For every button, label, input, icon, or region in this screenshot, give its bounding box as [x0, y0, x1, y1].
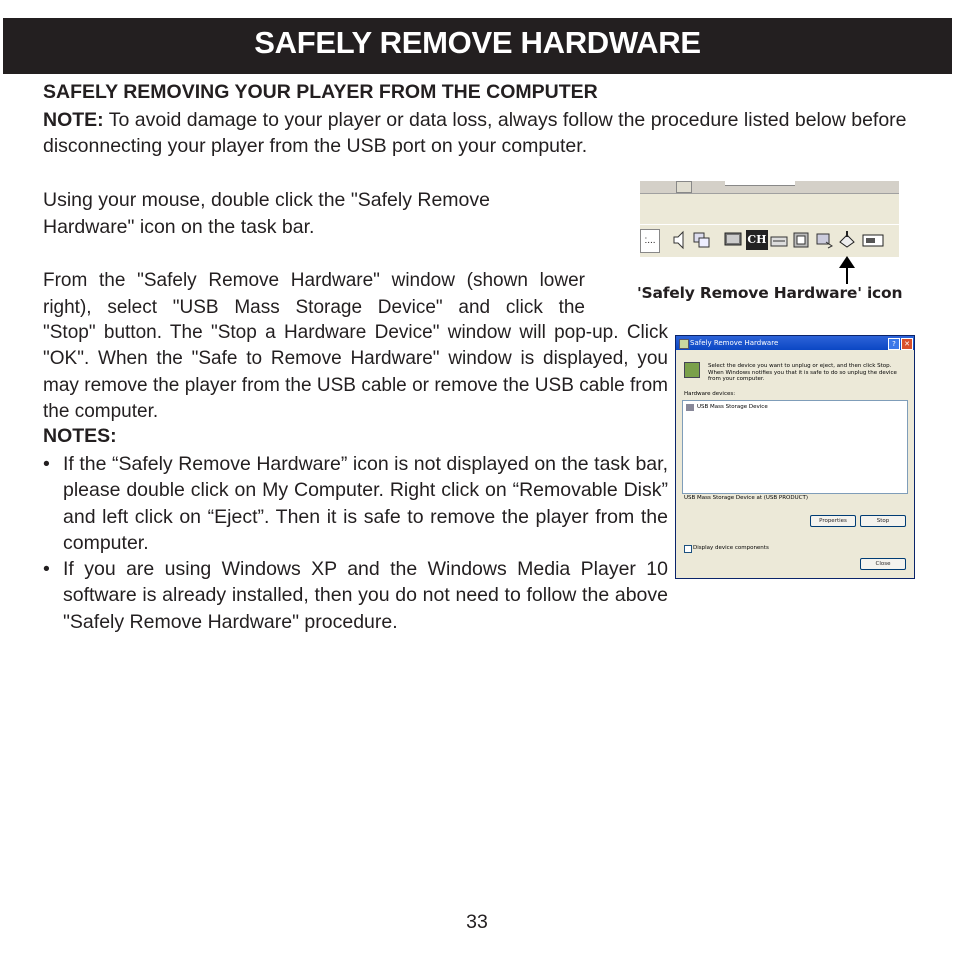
bullet-icon: •	[43, 558, 50, 580]
notes-bullet-1-text: If the “Safely Remove Hardware” icon is not displayed on the task bar, please double click on My Computer. Right click on “Removable Disk” and left click on “Eject”. Then it is safe to remove the player from the computer.	[63, 453, 668, 554]
hardware-icon	[684, 362, 700, 378]
notes-bullet-2	[43, 556, 668, 635]
taskbar-screenshot	[640, 181, 899, 257]
bullet-icon: •	[43, 453, 50, 475]
language-indicator: CH	[746, 230, 768, 250]
dialog-title-icon	[679, 339, 689, 349]
tray-network-icon	[816, 230, 834, 250]
step-1-paragraph: Using your mouse, double click the "Safely Remove Hardware" icon on the task bar.	[43, 189, 490, 238]
system-tray	[640, 224, 899, 255]
display-components-label: Display device components	[693, 545, 769, 551]
dialog-titlebar	[676, 336, 914, 350]
safely-remove-hardware-icon[interactable]	[838, 230, 856, 250]
step-2-paragraph-end: "Stop" button. The "Stop a Hardware Device" window will pop-up. Click "OK". When the "Safe to Remove Hardware" window is displayed, you may remove the player from the USB cable or remove the USB cable from the computer.	[43, 322, 668, 422]
dialog-title: Safely Remove Hardware	[690, 339, 779, 347]
note-paragraph	[43, 107, 913, 159]
display-components-checkbox[interactable]	[684, 545, 692, 553]
note-label: NOTE:	[43, 109, 104, 131]
close-icon[interactable]: ✕	[901, 338, 913, 350]
help-button[interactable]: ?	[888, 338, 900, 350]
arrow-shaft	[846, 258, 848, 284]
step-2-paragraph-start: From the "Safely Remove Hardware" window (shown lower right), select "USB Mass Storage Device" and click the	[43, 270, 585, 318]
network-icon	[692, 230, 710, 250]
taskbar-window-button: :...	[640, 229, 660, 253]
list-item-usb-mass-storage[interactable]: USB Mass Storage Device	[697, 404, 768, 410]
volume-icon	[672, 230, 690, 250]
taskbar-caption: 'Safely Remove Hardware' icon	[637, 284, 903, 302]
notes-bullet-2-text: If you are using Windows XP and the Windows Media Player 10 software is already installed, then you do not need to follow the above "Safely Remove Hardware" procedure.	[63, 558, 668, 633]
notes-bullet-1	[43, 451, 668, 556]
page-title: SAFELY REMOVE HARDWARE	[254, 25, 701, 60]
notes-heading: NOTES:	[43, 425, 117, 447]
section-subheading: SAFELY REMOVING YOUR PLAYER FROM THE COMPUTER	[43, 81, 598, 103]
title-banner	[3, 18, 952, 74]
stop-button[interactable]: Stop	[860, 515, 906, 527]
page-number: 33	[466, 911, 488, 933]
properties-button[interactable]: Properties	[810, 515, 856, 527]
dialog-instruction: Select the device you want to unplug or eject, and then click Stop. When Windows notifies you that it is safe to do so unplug the device from your computer.	[708, 363, 897, 382]
monitor-icon	[724, 230, 742, 250]
keyboard-icon	[770, 230, 788, 250]
taskbar-small-button	[676, 181, 692, 193]
tray-drive-icon	[862, 230, 884, 250]
device-detail-text: USB Mass Storage Device at (USB PRODUCT)	[684, 495, 808, 501]
safely-remove-dialog-screenshot	[675, 335, 915, 579]
usb-device-icon	[686, 404, 694, 411]
note-text: To avoid damage to your player or data loss, always follow the procedure listed below before disconnecting your player from the USB port on your computer.	[43, 109, 907, 157]
tray-device-icon	[792, 230, 810, 250]
hardware-devices-label: Hardware devices:	[684, 391, 736, 397]
taskbar-field	[725, 181, 795, 186]
hardware-devices-list[interactable]	[682, 400, 908, 494]
close-button[interactable]: Close	[860, 558, 906, 570]
